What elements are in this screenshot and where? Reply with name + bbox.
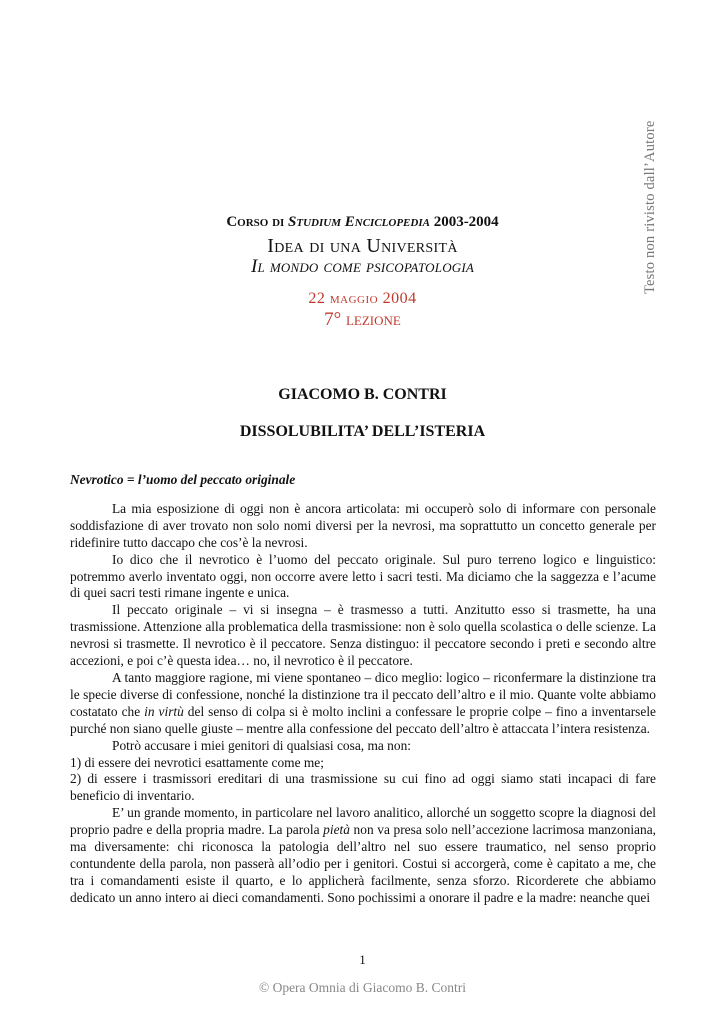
course-line [0,214,725,231]
paragraph: Il peccato originale – vi si insegna – è trasmesso a tutti. Anzitutto esso si trasmette, ha una trasmissione. Attenzione alla problematica della trasmissione: non è solo quella scolastica o delle scienze. La nevrosi si trasmette. Il nevrotico è il peccatore. Senza distinguo: il peccatore secondo i preti e secondo altre accezioni, e poi c’è questa idea… no, il nevrotico è il peccatore. [70,602,656,669]
text-run: A tanto maggiore ragione, mi viene spontaneo – dico meglio: logico – riconfermare la distinzione tra le specie diverse di confessione, nonché la distinzione tra il peccato dell’altro e il mio. Quante volte abbiamo costatato che [70,669,656,719]
text-run: E’ un grande momento, in particolare nel lavoro analitico, allorché un soggetto scopre la diagnosi del proprio padre e della propria madre. La parola [70,805,656,838]
lesson-date: 22 maggio 2004 [308,290,417,307]
course-prefix: Corso di [226,214,285,230]
paragraph: Potrò accusare i miei genitori di qualsiasi cosa, ma non: [112,737,411,753]
document-title: Idea di una Università [267,235,458,257]
list-item: 1) di essere dei nevrotici esattamente come me; [70,754,324,770]
course-years: 2003-2004 [433,214,499,230]
body-text [70,472,656,907]
emphasis: pietà [323,822,350,838]
document-subtitle: Il mondo come psicopatologia [250,256,475,277]
lecture-subject: DISSOLUBILITA’ DELL’ISTERIA [239,423,486,440]
paragraph: Io dico che il nevrotico è l’uomo del peccato originale. Sul puro terreno logico e linguistico: potremmo averlo inventato oggi, non occorre avere letto i sacri testi. Ma diciamo che la saggezza e l’acume di quei sacri testi rimane ingente e unica. [70,551,656,601]
side-note: Testo non rivisto dall’Autore [642,120,658,294]
emphasis: in virtù [144,703,184,719]
text-run: non va presa solo nell’accezione lacrimosa manzoniana, ma diversamente: chi riconosca la patologia dell’altro nel suo essere traumatico, nel senso proprio contundente della parola, non passerà all’odio per i genitori. Costui si accorgerà, come è capitato a me, che tra i comandamenti esiste il quarto, e lo applicherà facilmente, senza sforzo. Ricorderete che abbiamo dedicato un anno intero ai dieci comandamenti. Sono pochissimi a onorare il padre e la madre: neanche quei [70,822,656,905]
paragraph [70,670,656,738]
course-name: Studium Enciclopedia [288,214,430,230]
author-name: GIACOMO B. CONTRI [278,386,447,403]
footer-copyright: © Opera Omnia di Giacomo B. Contri [258,980,467,995]
list-item: 2) di essere i trasmissori ereditari di una trasmissione su cui fino ad oggi siamo stati incapaci di fare beneficio di inventario. [70,771,656,804]
text-run: del senso di colpa si è molto inclini a confessare le proprie colpe – fino a inventarsele purché non siano quelle giuste – mentre alla confessione del peccato dell’altro è attaccata l’intera resistenza. [70,703,656,736]
paragraph: La mia esposizione di oggi non è ancora articolata: mi occuperò solo di informare con personale soddisfazione di aver trovato non solo nomi diversi per la nevrosi, ma soprattutto un concetto generale per ridefinire tutto daccapo che cos’è la nevrosi. [70,500,656,550]
lesson-number: 7° lezione [324,309,401,330]
section-heading: Nevrotico = l’uomo del peccato originale [70,472,296,487]
paragraph [70,805,656,906]
page-number: 1 [359,952,366,967]
